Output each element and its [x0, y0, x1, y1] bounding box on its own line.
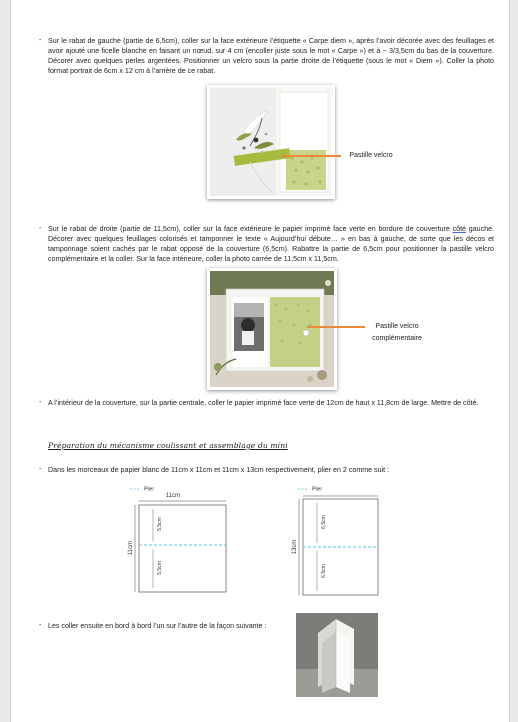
photo-right-flap-image	[210, 271, 334, 387]
paragraph-inside-cover: - A l’intérieur de la couverture, sur la partie centrale, coller le papier imprimé face verte de 12cm de haut x 11,8cm de large. Mettre de côté.	[39, 399, 479, 407]
width-label: 11cm	[165, 493, 181, 499]
bullet: -	[39, 225, 42, 232]
photo-assembled-papers	[296, 613, 378, 697]
document-page	[10, 0, 510, 722]
photo-left-flap	[207, 85, 335, 199]
photo-assembled-papers-image	[296, 613, 378, 697]
fold-diagram-11x11	[111, 484, 241, 600]
label-velcro-complementary: Pastille velcro complémentaire	[372, 323, 422, 342]
paragraph-right-flap: - Sur le rabat de droite (partie de 11,5cm), coller sur la face extérieure le papier imprimé face verte en bordure de couverture côté gauche. Décorer avec quelques feuillages colorisés et tamponner le texte « Aujourd’hui débute… » en bas à gauche, de sorte que les décos et tamponnage soient cachés par le rabat opposé de la couverture (6,5cm). Rabattre la partie de 6,5cm pour positionner la pastille velcro complémentaire et la coller. Sur la face intérieure, coller la photo carrée de 11,5cm x 11,5cm.	[39, 225, 494, 263]
fold-label: Plier	[144, 486, 155, 493]
bullet: -	[39, 399, 42, 406]
bottom-half-label: 6,5cm	[321, 564, 327, 578]
fold-diagram-11x13	[282, 484, 392, 600]
paragraph-assembly: - Les coller ensuite en bord à bord l’un sur l’autre de la façon suivante :	[39, 622, 267, 630]
label-velcro: Pastille velcro	[349, 152, 393, 159]
bullet: -	[39, 622, 42, 629]
spellcheck-word: côté	[452, 225, 466, 233]
bottom-half-label: 5,5cm	[157, 561, 163, 575]
top-half-label: 5,5cm	[157, 517, 163, 531]
top-half-label: 6,5cm	[321, 515, 327, 529]
paragraph-left-flap: - Sur le rabat de gauche (partie de 6,5cm), coller sur la face extérieure l’étiquette « Carpe diem », après l’avoir décorée avec des feuillages et avoir ajouté une ficelle blanche en faisant un nœud, sur 4 cm (encoller juste sous le mot « Carpe ») et à ~ 3/3,5cm du bas de la couverture. Décorer avec quelques perles argentées. Positionner un velcro sous la partie droite de l’étiquette (sous le mot « Diem »). Coller la photo format portrait de 6cm x 12 cm à l’arrière de ce rabat.	[39, 37, 494, 75]
height-label: 11cm	[128, 540, 134, 556]
fold-label: Plier	[312, 486, 323, 493]
photo-left-flap-image	[210, 88, 332, 196]
bullet: -	[39, 37, 42, 44]
section-heading: Préparation du mécanisme coulissant et assemblage du mini	[48, 441, 288, 450]
photo-right-flap	[207, 268, 337, 390]
bullet: -	[39, 466, 42, 473]
paragraph-fold-instructions: - Dans les morceaux de papier blanc de 11cm x 11cm et 11cm x 13cm respectivement, plier en 2 comme suit :	[39, 466, 390, 474]
height-label: 13cm	[292, 539, 298, 555]
